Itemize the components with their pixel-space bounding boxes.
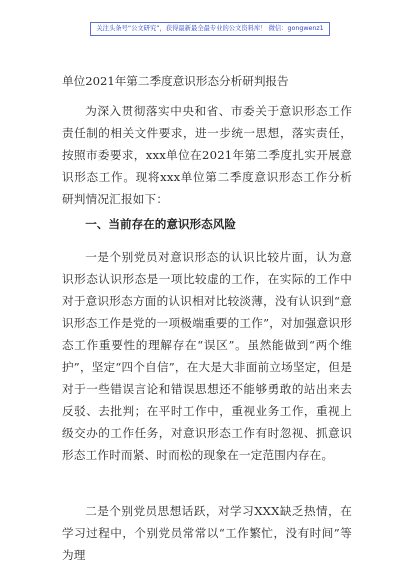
section-heading: 一、当前存在的意识形态风险: [85, 217, 236, 231]
intro-paragraph: 为深入贯彻落实中央和省、市委关于意识形态工作责任制的相关文件要求，进一步统一思想，落实责任，按照市委要求，xxx单位在2021年第二季度扎实开展意识形态工作。现将xxx单位第二季度意识形态工作分析研判情况汇报如下：: [62, 104, 352, 206]
body-paragraph-2: 二是个别党员思想话跃，对学习XXX缺乏热情，在学习过程中，个别党员常常以“工作繁忙，没有时间”等为理: [62, 504, 352, 562]
body-paragraph-1: 一是个别党员对意识形态的认识比较片面，认为意识形态认识形态是一项比较虚的工作，在实际的工作中对于意识形态方面的认识相对比较淡薄，没有认识到“意识形态工作是党的一项极端重要的工作”，对加强意识形态工作重要性的理解存在“误区”。虽然能做到“两个维护”，坚定“四个自信”，在大是大非面前立场坚定，但是对于一些错误言论和错误思想还不能够勇敢的站出来去反驳、去批判；在平时工作中，重视业务工作，重视上级交办的工作任务，对意识形态工作有时忽视、抓意识形态工作时而紧、时而松的现象在一定范围内存在。: [62, 250, 352, 462]
promo-banner: 关注头条号“公文研究”，获得最新最全最专业的公文资料库！ 微信：gongwenz1: [90, 22, 330, 36]
document-title: 单位2021年第二季度意识形态分析研判报告: [62, 74, 289, 88]
